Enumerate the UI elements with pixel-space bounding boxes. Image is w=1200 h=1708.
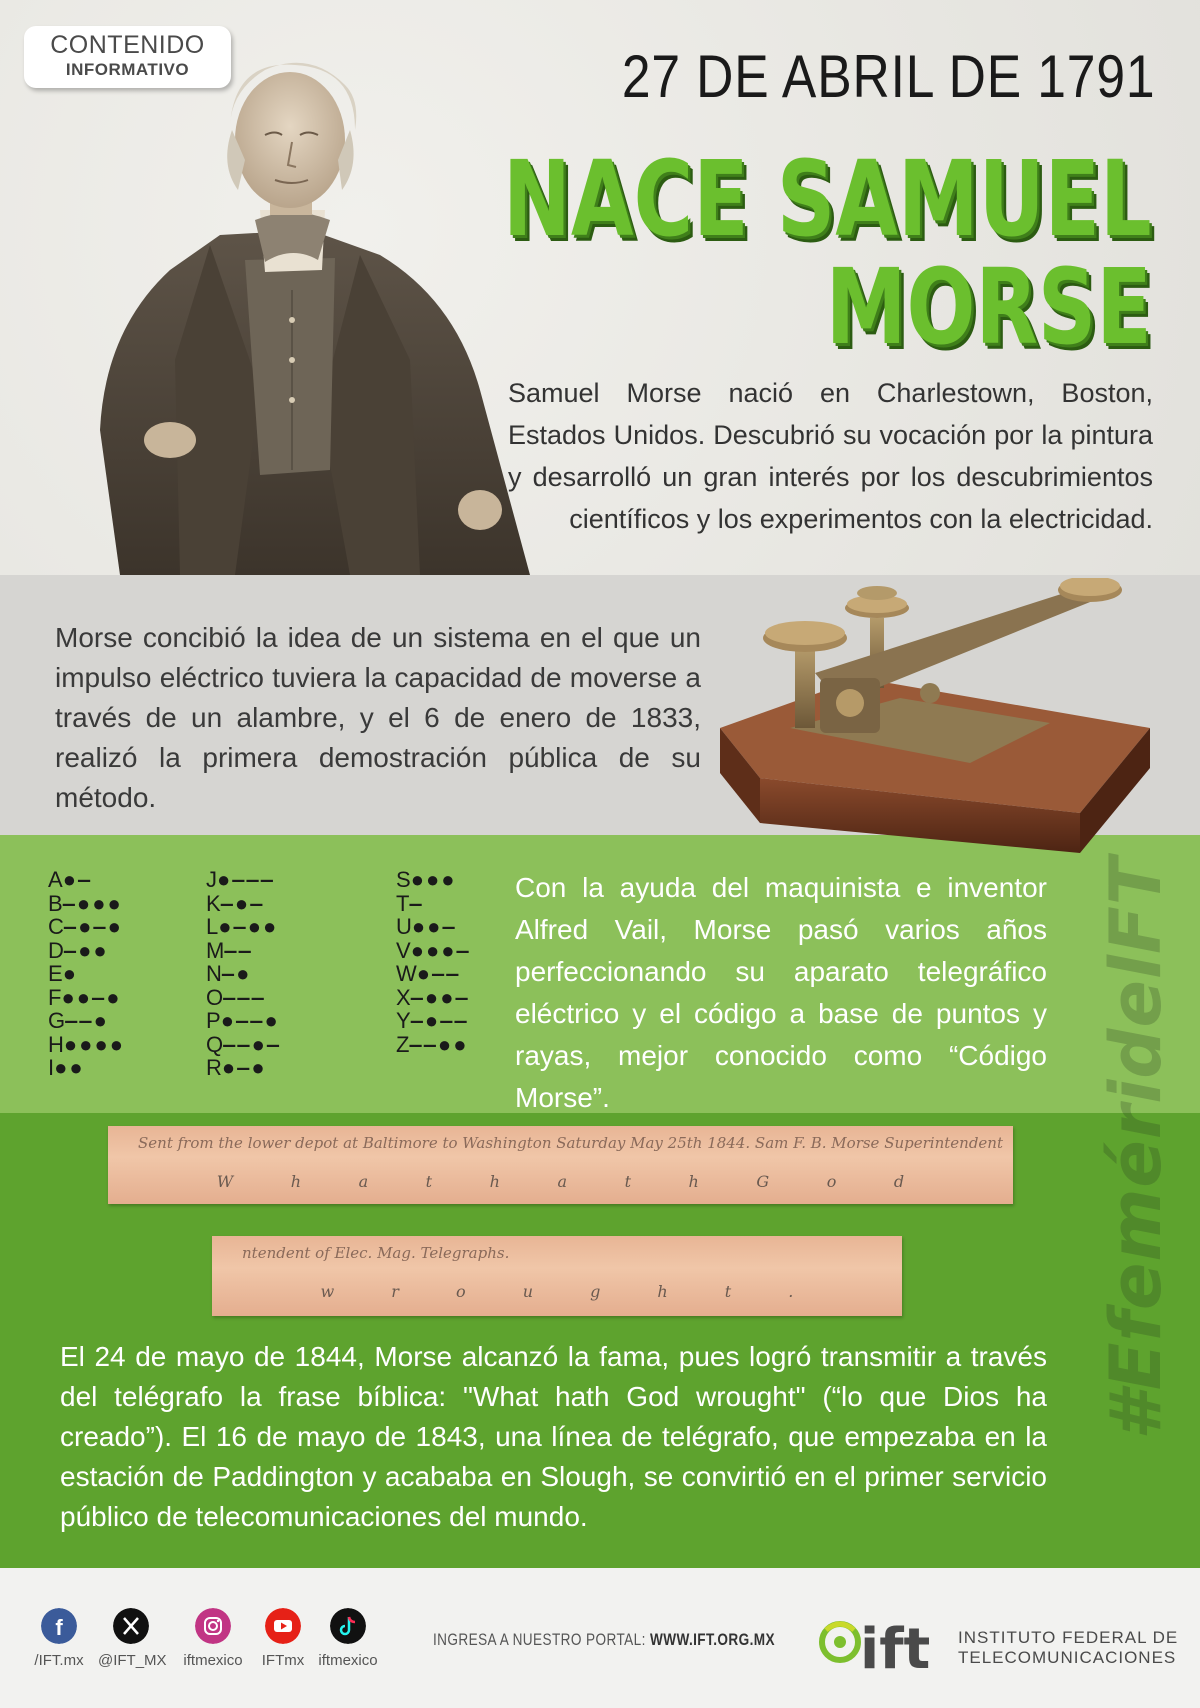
hashtag-watermark: #EfeméridelFT bbox=[1095, 856, 1177, 1440]
instagram-icon bbox=[195, 1608, 231, 1644]
morse-row: T‒ bbox=[396, 890, 424, 916]
tape1-header: Sent from the lower depot at Baltimore to Washington Saturday May 25th 1844. Sam F. B. Morse Superintendent bbox=[138, 1134, 1003, 1152]
morse-row: Q‒‒●‒ bbox=[206, 1031, 282, 1057]
content-type-badge bbox=[24, 26, 231, 88]
youtube-icon bbox=[265, 1608, 301, 1644]
morse-row: Y‒●‒‒ bbox=[396, 1008, 469, 1033]
morse-row: H●●●● bbox=[48, 1031, 126, 1057]
alfred-vail-paragraph: Con la ayuda del maquinista e inventor Alfred Vail, Morse pasó varios años perfeccionando su aparato telegráfico eléctrico y el código a base de puntos y rayas, mejor conocido como “Código Morse”. bbox=[515, 872, 1047, 1113]
title-line2: MORSE bbox=[826, 246, 1152, 368]
event-date: 27 DE ABRIL DE 1791 bbox=[621, 43, 1155, 110]
portal-url: WWW.IFT.ORG.MX bbox=[649, 1630, 775, 1649]
morse-column-1 bbox=[48, 868, 125, 1080]
badge-line1: CONTENIDO bbox=[50, 31, 205, 59]
demonstration-paragraph: Morse concibió la idea de un sistema en el que un impulso eléctrico tuviera la capacidad de moverse a través de un alambre, y el 6 de enero de 1833, realizó la primera demostración pública de su método. bbox=[55, 622, 701, 813]
tape2-letters: w r o u g h t . bbox=[320, 1282, 794, 1301]
svg-text:ift: ift bbox=[860, 1617, 931, 1680]
title-line1: NACE SAMUEL bbox=[503, 138, 1152, 260]
portal-label: INGRESA A NUESTRO PORTAL: bbox=[433, 1630, 646, 1649]
x-icon bbox=[113, 1608, 149, 1644]
morse-row: A●‒ bbox=[48, 867, 93, 892]
morse-column-2 bbox=[206, 868, 281, 1080]
youtube-link[interactable] bbox=[250, 1608, 316, 1669]
morse-row: S●●● bbox=[396, 867, 457, 892]
morse-column-3 bbox=[396, 868, 471, 1056]
facebook-icon bbox=[41, 1608, 77, 1644]
x-link[interactable] bbox=[98, 1608, 167, 1669]
organization-name bbox=[958, 1628, 1178, 1668]
telegram-tape-1 bbox=[108, 1126, 1013, 1204]
org-line1: INSTITUTO FEDERAL DE bbox=[958, 1628, 1179, 1647]
ift-logo bbox=[818, 1600, 958, 1680]
x-handle: @IFT_MX bbox=[98, 1652, 167, 1669]
morse-row: W●‒‒ bbox=[396, 961, 461, 986]
morse-row: G‒‒● bbox=[48, 1008, 109, 1033]
page-title bbox=[503, 138, 1152, 368]
morse-row: N‒● bbox=[206, 961, 252, 986]
morse-row: U●●‒ bbox=[396, 914, 457, 939]
morse-row: R●‒● bbox=[206, 1055, 267, 1080]
youtube-handle: IFTmx bbox=[261, 1652, 305, 1669]
morse-row: O‒‒‒ bbox=[206, 984, 266, 1010]
morse-row: B‒●●● bbox=[48, 890, 123, 916]
portal-link[interactable] bbox=[433, 1630, 775, 1650]
samuel-morse-portrait bbox=[60, 30, 530, 575]
morse-row: K‒●‒ bbox=[206, 890, 265, 916]
tiktok-icon bbox=[330, 1608, 366, 1644]
svg-text:f: f bbox=[55, 1615, 63, 1640]
intro-paragraph: Samuel Morse nació en Charlestown, Boston, Estados Unidos. Descubrió su vocación por la pintura y desarrolló un gran interés por los descubrimientos científicos y los experimentos con la electricidad. bbox=[508, 378, 1153, 534]
telegram-tape-2 bbox=[212, 1236, 902, 1316]
tiktok-link[interactable] bbox=[315, 1608, 381, 1669]
morse-row: P●‒‒● bbox=[206, 1008, 280, 1033]
morse-row: M‒‒ bbox=[206, 937, 253, 963]
morse-row: F●●‒● bbox=[48, 984, 122, 1010]
morse-row: V●●●‒ bbox=[396, 937, 471, 963]
morse-row: E● bbox=[48, 961, 78, 986]
tiktok-handle: iftmexico bbox=[318, 1652, 378, 1669]
morse-row: I●● bbox=[48, 1055, 85, 1080]
telegraph-key-image bbox=[720, 578, 1150, 858]
instagram-link[interactable] bbox=[180, 1608, 246, 1669]
morse-row: L●‒●● bbox=[206, 914, 279, 939]
org-line2: TELECOMUNICACIONES bbox=[958, 1648, 1177, 1667]
first-message-paragraph: El 24 de mayo de 1844, Morse alcanzó la fama, pues logró transmitir a través del telégrafo la frase bíblica: "What hath God wrought" (“lo que Dios ha creado”). El 16 de mayo de 1843, una línea de telégrafo, que empezaba en la estación de Paddington y acababa en Slough, se convirtió en el primer servicio público de telecomunicaciones del mundo. bbox=[60, 1341, 1047, 1532]
morse-row: C‒●‒● bbox=[48, 914, 123, 939]
badge-line2: INFORMATIVO bbox=[65, 60, 190, 79]
instagram-handle: iftmexico bbox=[183, 1652, 243, 1669]
tape1-letters: W h a t h a t h G o d bbox=[216, 1172, 905, 1191]
morse-row: J●‒‒‒ bbox=[206, 867, 275, 892]
morse-row: X‒●●‒ bbox=[396, 984, 470, 1010]
morse-row: D‒●● bbox=[48, 937, 109, 963]
tape2-header: ntendent of Elec. Mag. Telegraphs. bbox=[242, 1244, 510, 1262]
facebook-handle: /IFT.mx bbox=[34, 1652, 84, 1669]
morse-row: Z‒‒●● bbox=[396, 1031, 469, 1057]
facebook-link[interactable] bbox=[26, 1608, 92, 1669]
